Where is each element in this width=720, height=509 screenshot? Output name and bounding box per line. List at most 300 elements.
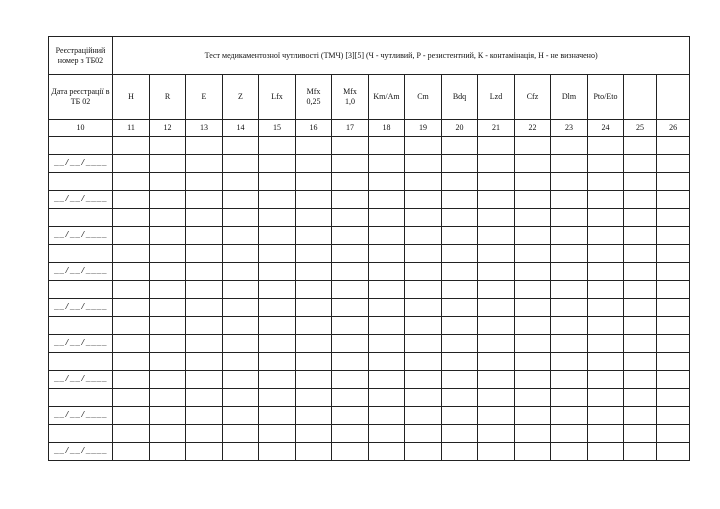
result-cell[interactable] [332, 407, 369, 425]
result-cell[interactable] [405, 353, 442, 371]
result-cell[interactable] [223, 245, 259, 263]
result-cell[interactable] [186, 335, 223, 353]
result-cell[interactable] [332, 173, 369, 191]
result-cell[interactable] [442, 443, 478, 461]
result-cell[interactable] [657, 443, 690, 461]
result-cell[interactable] [150, 299, 186, 317]
result-cell[interactable] [515, 263, 551, 281]
result-cell[interactable] [150, 191, 186, 209]
registration-number-field[interactable] [49, 353, 113, 371]
result-cell[interactable] [442, 335, 478, 353]
result-cell[interactable] [624, 443, 657, 461]
result-cell[interactable] [150, 443, 186, 461]
registration-number-field[interactable] [49, 389, 113, 407]
result-cell[interactable] [442, 191, 478, 209]
result-cell[interactable] [657, 353, 690, 371]
registration-number-field[interactable] [49, 209, 113, 227]
result-cell[interactable] [478, 317, 515, 335]
result-cell[interactable] [515, 335, 551, 353]
result-cell[interactable] [332, 245, 369, 263]
result-cell[interactable] [369, 227, 405, 245]
result-cell[interactable] [405, 371, 442, 389]
result-cell[interactable] [259, 173, 296, 191]
result-cell[interactable] [296, 335, 332, 353]
result-cell[interactable] [478, 353, 515, 371]
result-cell[interactable] [405, 335, 442, 353]
result-cell[interactable] [442, 389, 478, 407]
result-cell[interactable] [113, 281, 150, 299]
result-cell[interactable] [150, 209, 186, 227]
registration-date-field[interactable] [49, 191, 113, 209]
result-cell[interactable] [405, 245, 442, 263]
result-cell[interactable] [657, 155, 690, 173]
result-cell[interactable] [405, 317, 442, 335]
result-cell[interactable] [405, 443, 442, 461]
result-cell[interactable] [223, 389, 259, 407]
result-cell[interactable] [624, 371, 657, 389]
result-cell[interactable] [405, 425, 442, 443]
registration-date-field[interactable] [49, 335, 113, 353]
result-cell[interactable] [588, 245, 624, 263]
result-cell[interactable] [588, 227, 624, 245]
result-cell[interactable] [223, 155, 259, 173]
result-cell[interactable] [332, 371, 369, 389]
result-cell[interactable] [113, 227, 150, 245]
result-cell[interactable] [551, 389, 588, 407]
result-cell[interactable] [405, 191, 442, 209]
result-cell[interactable] [588, 335, 624, 353]
result-cell[interactable] [588, 299, 624, 317]
result-cell[interactable] [113, 443, 150, 461]
result-cell[interactable] [332, 227, 369, 245]
result-cell[interactable] [442, 317, 478, 335]
result-cell[interactable] [442, 227, 478, 245]
result-cell[interactable] [332, 335, 369, 353]
registration-date-field[interactable] [49, 155, 113, 173]
result-cell[interactable] [551, 137, 588, 155]
result-cell[interactable] [296, 389, 332, 407]
result-cell[interactable] [186, 443, 223, 461]
registration-number-field[interactable] [49, 317, 113, 335]
result-cell[interactable] [369, 209, 405, 227]
result-cell[interactable] [332, 191, 369, 209]
result-cell[interactable] [296, 407, 332, 425]
result-cell[interactable] [186, 173, 223, 191]
result-cell[interactable] [296, 353, 332, 371]
result-cell[interactable] [515, 227, 551, 245]
result-cell[interactable] [113, 191, 150, 209]
result-cell[interactable] [442, 281, 478, 299]
result-cell[interactable] [442, 425, 478, 443]
result-cell[interactable] [223, 407, 259, 425]
result-cell[interactable] [259, 335, 296, 353]
result-cell[interactable] [657, 407, 690, 425]
result-cell[interactable] [113, 209, 150, 227]
result-cell[interactable] [296, 209, 332, 227]
result-cell[interactable] [515, 245, 551, 263]
result-cell[interactable] [332, 443, 369, 461]
result-cell[interactable] [657, 227, 690, 245]
result-cell[interactable] [478, 407, 515, 425]
result-cell[interactable] [624, 155, 657, 173]
result-cell[interactable] [113, 299, 150, 317]
result-cell[interactable] [478, 371, 515, 389]
result-cell[interactable] [515, 209, 551, 227]
result-cell[interactable] [369, 155, 405, 173]
result-cell[interactable] [332, 137, 369, 155]
result-cell[interactable] [442, 371, 478, 389]
result-cell[interactable] [515, 371, 551, 389]
result-cell[interactable] [186, 137, 223, 155]
result-cell[interactable] [223, 371, 259, 389]
result-cell[interactable] [369, 281, 405, 299]
result-cell[interactable] [515, 299, 551, 317]
result-cell[interactable] [405, 407, 442, 425]
result-cell[interactable] [405, 227, 442, 245]
result-cell[interactable] [259, 227, 296, 245]
result-cell[interactable] [259, 281, 296, 299]
result-cell[interactable] [296, 245, 332, 263]
result-cell[interactable] [369, 389, 405, 407]
registration-number-field[interactable] [49, 281, 113, 299]
result-cell[interactable] [369, 353, 405, 371]
result-cell[interactable] [478, 209, 515, 227]
result-cell[interactable] [186, 407, 223, 425]
result-cell[interactable] [259, 407, 296, 425]
result-cell[interactable] [186, 155, 223, 173]
result-cell[interactable] [113, 353, 150, 371]
result-cell[interactable] [442, 407, 478, 425]
result-cell[interactable] [186, 425, 223, 443]
result-cell[interactable] [369, 191, 405, 209]
result-cell[interactable] [259, 353, 296, 371]
result-cell[interactable] [442, 173, 478, 191]
result-cell[interactable] [588, 173, 624, 191]
result-cell[interactable] [113, 245, 150, 263]
result-cell[interactable] [332, 155, 369, 173]
result-cell[interactable] [259, 425, 296, 443]
result-cell[interactable] [150, 353, 186, 371]
result-cell[interactable] [551, 299, 588, 317]
result-cell[interactable] [150, 227, 186, 245]
result-cell[interactable] [186, 299, 223, 317]
result-cell[interactable] [332, 425, 369, 443]
result-cell[interactable] [657, 137, 690, 155]
result-cell[interactable] [405, 281, 442, 299]
result-cell[interactable] [332, 353, 369, 371]
result-cell[interactable] [150, 371, 186, 389]
result-cell[interactable] [551, 173, 588, 191]
result-cell[interactable] [624, 173, 657, 191]
registration-date-field[interactable] [49, 407, 113, 425]
result-cell[interactable] [259, 299, 296, 317]
result-cell[interactable] [113, 263, 150, 281]
result-cell[interactable] [657, 263, 690, 281]
result-cell[interactable] [369, 173, 405, 191]
result-cell[interactable] [259, 317, 296, 335]
result-cell[interactable] [259, 263, 296, 281]
result-cell[interactable] [296, 137, 332, 155]
result-cell[interactable] [442, 299, 478, 317]
result-cell[interactable] [657, 299, 690, 317]
result-cell[interactable] [405, 173, 442, 191]
result-cell[interactable] [113, 155, 150, 173]
result-cell[interactable] [296, 155, 332, 173]
result-cell[interactable] [259, 155, 296, 173]
result-cell[interactable] [113, 407, 150, 425]
result-cell[interactable] [332, 317, 369, 335]
result-cell[interactable] [657, 209, 690, 227]
result-cell[interactable] [259, 443, 296, 461]
result-cell[interactable] [478, 335, 515, 353]
result-cell[interactable] [624, 335, 657, 353]
result-cell[interactable] [186, 353, 223, 371]
registration-number-field[interactable] [49, 173, 113, 191]
result-cell[interactable] [624, 137, 657, 155]
result-cell[interactable] [478, 227, 515, 245]
result-cell[interactable] [478, 173, 515, 191]
result-cell[interactable] [588, 155, 624, 173]
result-cell[interactable] [186, 245, 223, 263]
result-cell[interactable] [369, 245, 405, 263]
result-cell[interactable] [259, 371, 296, 389]
result-cell[interactable] [296, 443, 332, 461]
result-cell[interactable] [551, 353, 588, 371]
result-cell[interactable] [223, 317, 259, 335]
result-cell[interactable] [223, 353, 259, 371]
result-cell[interactable] [259, 209, 296, 227]
result-cell[interactable] [551, 335, 588, 353]
result-cell[interactable] [551, 227, 588, 245]
result-cell[interactable] [442, 155, 478, 173]
registration-date-field[interactable] [49, 299, 113, 317]
result-cell[interactable] [405, 389, 442, 407]
result-cell[interactable] [259, 245, 296, 263]
result-cell[interactable] [588, 371, 624, 389]
result-cell[interactable] [657, 335, 690, 353]
result-cell[interactable] [332, 209, 369, 227]
result-cell[interactable] [150, 407, 186, 425]
result-cell[interactable] [624, 407, 657, 425]
result-cell[interactable] [296, 191, 332, 209]
result-cell[interactable] [150, 263, 186, 281]
result-cell[interactable] [186, 263, 223, 281]
result-cell[interactable] [405, 137, 442, 155]
result-cell[interactable] [478, 299, 515, 317]
result-cell[interactable] [442, 245, 478, 263]
result-cell[interactable] [515, 389, 551, 407]
registration-number-field[interactable] [49, 425, 113, 443]
result-cell[interactable] [186, 371, 223, 389]
result-cell[interactable] [150, 173, 186, 191]
result-cell[interactable] [369, 137, 405, 155]
result-cell[interactable] [369, 425, 405, 443]
result-cell[interactable] [186, 389, 223, 407]
registration-date-field[interactable] [49, 371, 113, 389]
result-cell[interactable] [624, 353, 657, 371]
result-cell[interactable] [296, 263, 332, 281]
result-cell[interactable] [296, 173, 332, 191]
result-cell[interactable] [657, 371, 690, 389]
result-cell[interactable] [405, 299, 442, 317]
registration-date-field[interactable] [49, 227, 113, 245]
result-cell[interactable] [296, 299, 332, 317]
result-cell[interactable] [223, 173, 259, 191]
result-cell[interactable] [113, 137, 150, 155]
registration-date-field[interactable] [49, 263, 113, 281]
result-cell[interactable] [588, 317, 624, 335]
result-cell[interactable] [551, 425, 588, 443]
result-cell[interactable] [588, 425, 624, 443]
result-cell[interactable] [515, 155, 551, 173]
result-cell[interactable] [588, 443, 624, 461]
result-cell[interactable] [442, 263, 478, 281]
result-cell[interactable] [150, 281, 186, 299]
result-cell[interactable] [223, 281, 259, 299]
result-cell[interactable] [478, 245, 515, 263]
result-cell[interactable] [515, 281, 551, 299]
result-cell[interactable] [369, 335, 405, 353]
result-cell[interactable] [223, 209, 259, 227]
result-cell[interactable] [478, 155, 515, 173]
result-cell[interactable] [478, 443, 515, 461]
result-cell[interactable] [442, 137, 478, 155]
result-cell[interactable] [442, 209, 478, 227]
result-cell[interactable] [515, 443, 551, 461]
result-cell[interactable] [624, 281, 657, 299]
result-cell[interactable] [150, 137, 186, 155]
result-cell[interactable] [259, 389, 296, 407]
registration-date-field[interactable] [49, 443, 113, 461]
result-cell[interactable] [588, 407, 624, 425]
result-cell[interactable] [588, 389, 624, 407]
result-cell[interactable] [551, 317, 588, 335]
result-cell[interactable] [296, 371, 332, 389]
result-cell[interactable] [113, 173, 150, 191]
result-cell[interactable] [515, 407, 551, 425]
result-cell[interactable] [332, 299, 369, 317]
result-cell[interactable] [657, 425, 690, 443]
result-cell[interactable] [515, 191, 551, 209]
result-cell[interactable] [624, 245, 657, 263]
result-cell[interactable] [551, 155, 588, 173]
result-cell[interactable] [624, 425, 657, 443]
result-cell[interactable] [186, 209, 223, 227]
result-cell[interactable] [657, 245, 690, 263]
result-cell[interactable] [186, 227, 223, 245]
result-cell[interactable] [369, 407, 405, 425]
result-cell[interactable] [657, 317, 690, 335]
result-cell[interactable] [113, 335, 150, 353]
result-cell[interactable] [186, 281, 223, 299]
result-cell[interactable] [624, 299, 657, 317]
result-cell[interactable] [588, 281, 624, 299]
result-cell[interactable] [332, 263, 369, 281]
result-cell[interactable] [150, 317, 186, 335]
result-cell[interactable] [588, 137, 624, 155]
result-cell[interactable] [551, 263, 588, 281]
result-cell[interactable] [259, 137, 296, 155]
result-cell[interactable] [515, 353, 551, 371]
result-cell[interactable] [657, 389, 690, 407]
result-cell[interactable] [515, 173, 551, 191]
result-cell[interactable] [478, 281, 515, 299]
result-cell[interactable] [551, 281, 588, 299]
result-cell[interactable] [223, 137, 259, 155]
result-cell[interactable] [551, 209, 588, 227]
result-cell[interactable] [296, 317, 332, 335]
result-cell[interactable] [478, 263, 515, 281]
result-cell[interactable] [624, 209, 657, 227]
result-cell[interactable] [259, 191, 296, 209]
result-cell[interactable] [624, 191, 657, 209]
result-cell[interactable] [186, 191, 223, 209]
result-cell[interactable] [478, 389, 515, 407]
result-cell[interactable] [223, 263, 259, 281]
result-cell[interactable] [624, 317, 657, 335]
result-cell[interactable] [588, 191, 624, 209]
result-cell[interactable] [624, 263, 657, 281]
result-cell[interactable] [442, 353, 478, 371]
result-cell[interactable] [296, 425, 332, 443]
result-cell[interactable] [405, 263, 442, 281]
result-cell[interactable] [113, 425, 150, 443]
result-cell[interactable] [369, 263, 405, 281]
result-cell[interactable] [113, 389, 150, 407]
result-cell[interactable] [223, 335, 259, 353]
result-cell[interactable] [657, 281, 690, 299]
result-cell[interactable] [657, 173, 690, 191]
result-cell[interactable] [369, 443, 405, 461]
result-cell[interactable] [296, 281, 332, 299]
result-cell[interactable] [369, 371, 405, 389]
result-cell[interactable] [223, 443, 259, 461]
result-cell[interactable] [551, 407, 588, 425]
result-cell[interactable] [515, 137, 551, 155]
result-cell[interactable] [150, 155, 186, 173]
result-cell[interactable] [296, 227, 332, 245]
result-cell[interactable] [478, 137, 515, 155]
result-cell[interactable] [588, 263, 624, 281]
result-cell[interactable] [369, 317, 405, 335]
result-cell[interactable] [223, 191, 259, 209]
result-cell[interactable] [150, 335, 186, 353]
result-cell[interactable] [624, 227, 657, 245]
result-cell[interactable] [551, 371, 588, 389]
result-cell[interactable] [223, 425, 259, 443]
result-cell[interactable] [405, 155, 442, 173]
result-cell[interactable] [551, 443, 588, 461]
result-cell[interactable] [186, 317, 223, 335]
result-cell[interactable] [332, 281, 369, 299]
registration-number-field[interactable] [49, 245, 113, 263]
result-cell[interactable] [405, 209, 442, 227]
result-cell[interactable] [150, 245, 186, 263]
result-cell[interactable] [588, 209, 624, 227]
result-cell[interactable] [478, 191, 515, 209]
result-cell[interactable] [551, 191, 588, 209]
result-cell[interactable] [624, 389, 657, 407]
result-cell[interactable] [150, 425, 186, 443]
result-cell[interactable] [478, 425, 515, 443]
registration-number-field[interactable] [49, 137, 113, 155]
result-cell[interactable] [332, 389, 369, 407]
result-cell[interactable] [657, 191, 690, 209]
result-cell[interactable] [588, 353, 624, 371]
result-cell[interactable] [113, 317, 150, 335]
result-cell[interactable] [223, 227, 259, 245]
result-cell[interactable] [515, 425, 551, 443]
